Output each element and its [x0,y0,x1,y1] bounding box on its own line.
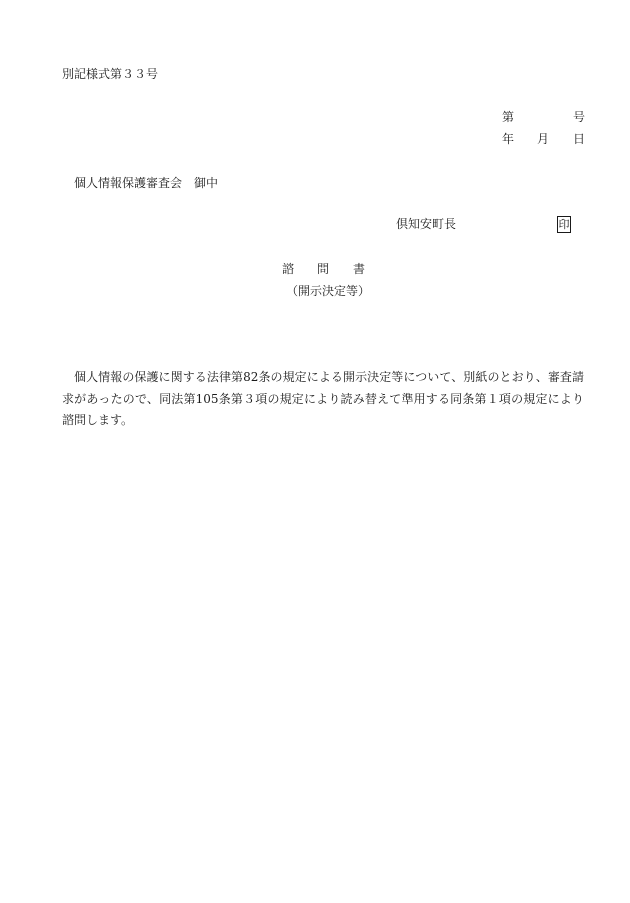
document-number-line [502,109,586,125]
sender-name: 倶知安町長 [396,217,457,231]
date-year: 年 [502,132,515,146]
title-char-2: 問 [317,262,330,276]
addressee: 個人情報保護審査会 御中 [74,176,219,190]
date-day: 日 [573,132,586,146]
date-month: 月 [537,132,550,146]
title-char-3: 書 [353,262,366,276]
title-char-1: 諮 [282,262,295,276]
seal-mark: 印 [558,218,570,231]
body-paragraph: 個人情報の保護に関する法律第82条の規定による開示決定等について、別紙のとおり、審査請求があったので、同法第105条第３項の規定により読み替えて準用する同条第１項の規定により諮問します。 [62,370,584,427]
form-number: 別記様式第３３号 [62,67,159,81]
document-subtitle: （開示決定等） [286,284,371,298]
document-number-suffix: 号 [573,110,586,124]
document-number-prefix: 第 [502,110,515,124]
